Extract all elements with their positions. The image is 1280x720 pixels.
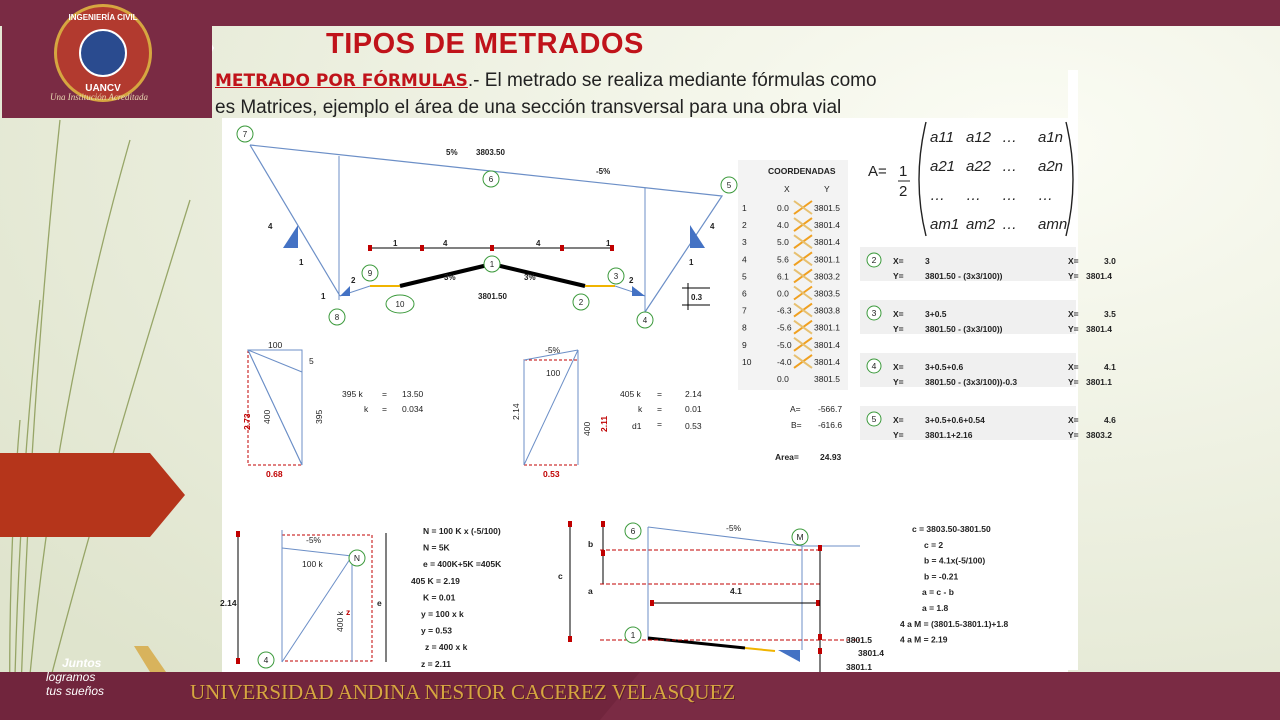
detail-right-line: 4 a M = (3801.5-3801.1)+1.8 <box>900 618 1009 629</box>
cross-section <box>237 126 737 328</box>
pavement-right <box>492 264 585 286</box>
point-x-expr: 3+0.5+0.6+0.54 <box>925 415 985 425</box>
coord-row-y: 3801.4 <box>814 220 840 231</box>
detail-left-line: z = 2.11 <box>421 658 452 669</box>
matrix-cell: … <box>966 187 981 204</box>
detail-left-node-n: N <box>353 553 361 563</box>
terrain-line <box>250 145 722 312</box>
slope-triangle-left <box>283 225 298 248</box>
section-left-slope <box>250 145 340 296</box>
tri-left-eq2-r: 0.034 <box>402 404 424 414</box>
detail-left-z: z <box>346 607 351 617</box>
seg-1a-label: 1 <box>393 239 398 248</box>
point-y-label-right: Y= <box>1068 324 1079 334</box>
tri-mid-eq2-l: k <box>638 404 643 414</box>
point-y-val: 3801.4 <box>1086 324 1112 334</box>
tri-mid-eq1-op: = <box>657 389 662 399</box>
coords-area-label: Area= <box>775 452 799 462</box>
tri-left-eq2-l: k <box>364 404 369 414</box>
detail-left-top: 100 k <box>302 559 323 569</box>
pct-left-label: 3% <box>444 273 456 282</box>
detail-left-line: N = 5K <box>423 542 450 553</box>
pct-right-label: 3% <box>524 273 536 282</box>
node-5: 5 <box>726 181 732 190</box>
coords-b-label: B= <box>791 420 802 430</box>
matrix-cell: … <box>930 187 945 204</box>
point-y-val: 3801.1 <box>1086 377 1112 387</box>
matrix-cell: … <box>1002 129 1017 146</box>
detail-right-a: a <box>588 586 593 596</box>
tri-mid-eq2-op: = <box>657 404 662 414</box>
point-x-val: 3.0 <box>1104 256 1116 266</box>
triangle-mid <box>511 345 702 479</box>
coord-row-n: 3 <box>742 237 747 248</box>
point-x-val: 4.1 <box>1104 362 1116 372</box>
tri-left-bottom: 0.68 <box>266 469 283 479</box>
coord-row-x: 0.0 <box>777 374 789 384</box>
left-one-label: 1 <box>299 258 304 267</box>
matrix-cell: … <box>1002 216 1017 233</box>
point-x-label: X= <box>893 256 904 266</box>
tri-mid-bottom: 0.53 <box>543 469 560 479</box>
point-y-label: Y= <box>893 271 904 281</box>
tri-mid-slope: -5% <box>545 345 561 355</box>
coords-a-label: A= <box>790 404 801 414</box>
point-x-label-right: X= <box>1068 415 1079 425</box>
point-x-expr: 3+0.5+0.6 <box>925 362 964 372</box>
right-two-label: 2 <box>629 276 634 285</box>
point-y-label: Y= <box>893 324 904 334</box>
university-name: UNIVERSIDAD ANDINA NESTOR CACEREZ VELASQUEZ <box>190 680 736 704</box>
detail-right-line: c = 2 <box>924 539 944 550</box>
coord-row-n: 8 <box>742 322 747 333</box>
coord-row-x: 0.0 <box>777 288 789 299</box>
point-id: 3 <box>871 308 877 318</box>
seg-4b-label: 4 <box>536 239 541 248</box>
tri-mid-eq1-r: 2.14 <box>685 389 702 399</box>
node-10: 10 <box>395 300 405 309</box>
coord-row-y: 3801.1 <box>814 254 840 265</box>
matrix-lhs: A= <box>868 163 887 180</box>
point-y-val: 3801.4 <box>1086 271 1112 281</box>
point-y-val: 3803.2 <box>1086 430 1112 440</box>
coord-row-x: -5.0 <box>777 339 792 350</box>
coord-row-n: 10 <box>742 356 752 367</box>
tri-mid-eq3-r: 0.53 <box>685 421 702 431</box>
tri-mid-eq3-op: = <box>657 419 662 429</box>
coord-row-n: 7 <box>742 305 747 316</box>
tri-mid-eq3-l: d1 <box>632 421 642 431</box>
tri-mid-top: 100 <box>546 368 561 378</box>
detail-right-node-6: 6 <box>630 526 636 536</box>
point-y-label-right: Y= <box>1068 430 1079 440</box>
point-x-label: X= <box>893 415 904 425</box>
coord-row-y: 3801.5 <box>814 374 840 384</box>
coords-area-value: 24.93 <box>820 452 842 462</box>
point-y-label-right: Y= <box>1068 377 1079 387</box>
detail-right-c: c <box>558 571 563 581</box>
logo-top-text: INGENIERÍA CIVIL <box>68 13 138 22</box>
point-x-label-right: X= <box>1068 362 1079 372</box>
left-side-label: 4 <box>268 222 273 231</box>
matrix-num: 1 <box>899 163 908 180</box>
tri-left-side: 5 <box>309 356 314 366</box>
matrix-cell: a12 <box>966 129 992 146</box>
matrix-cell: a22 <box>966 158 992 175</box>
elev-top-label: 3803.50 <box>476 148 505 157</box>
matrix-cells <box>930 129 1067 233</box>
matrix-den: 2 <box>899 183 908 200</box>
coords-title: COORDENADAS <box>768 166 836 176</box>
coord-row-x: 5.0 <box>777 237 789 248</box>
point-id: 5 <box>871 414 877 424</box>
node-4: 4 <box>642 316 648 325</box>
detail-left-e: e <box>377 598 382 608</box>
tri-left-h400: 400 <box>262 409 272 424</box>
coord-row-x: 6.1 <box>777 271 789 282</box>
tri-left-eq1-r: 13.50 <box>402 389 424 399</box>
coord-row-x: 5.6 <box>777 254 789 265</box>
slope-triangle-right <box>690 225 705 248</box>
slogan-line3: tus sueños <box>46 684 105 698</box>
detail-left-line: 405 K = 2.19 <box>411 575 460 586</box>
coord-row-y: 3801.4 <box>814 339 840 350</box>
tri-left-red-h: 2.73 <box>242 413 252 430</box>
detail-left-line: N = 100 K x (-5/100) <box>423 526 501 536</box>
coord-row-n: 9 <box>742 339 747 350</box>
slogan-line1: Juntos <box>62 656 102 670</box>
detail-right-e3: 3801.1 <box>846 662 872 672</box>
detail-right-line: a = 1.8 <box>922 603 949 613</box>
logo-bottom-text: UANCV <box>85 83 121 94</box>
point-y-label: Y= <box>893 377 904 387</box>
detail-left-lines <box>411 526 502 669</box>
coord-row-n: 4 <box>742 254 747 265</box>
subtitle-line2: es Matrices, ejemplo el área de una sección transversal para una obra vial <box>215 97 842 118</box>
coord-row-x: -6.3 <box>777 305 792 316</box>
detail-right-slope: -5% <box>726 523 742 533</box>
matrix-cell: am1 <box>930 216 960 233</box>
coord-row-x: -4.0 <box>777 356 792 367</box>
coords-b-value: -616.6 <box>818 420 843 430</box>
point-x-expr: 3+0.5 <box>925 309 947 319</box>
detail-right-dist: 4.1 <box>730 586 742 596</box>
detail-left-side: 400 k <box>335 611 345 632</box>
node-2: 2 <box>578 298 584 307</box>
detail-left-line: z = 400 x k <box>425 642 468 653</box>
tri-left-h395: 395 <box>314 409 324 424</box>
detail-left-height: 2.14 <box>220 598 237 608</box>
point-x-label: X= <box>893 309 904 319</box>
coord-row-x: 0.0 <box>777 203 789 213</box>
left-one-b-label: 1 <box>321 292 326 301</box>
detail-right-b: b <box>588 539 594 549</box>
right-side-label: 4 <box>710 222 715 231</box>
coord-row-y: 3801.4 <box>814 356 840 367</box>
node-8: 8 <box>334 313 340 322</box>
point-id: 2 <box>871 255 877 265</box>
coords-col-y: Y <box>824 184 830 194</box>
point-y-label: Y= <box>893 430 904 440</box>
tri-mid-red-h: 2.11 <box>599 415 609 432</box>
point-x-label-right: X= <box>1068 309 1079 319</box>
subtitle-bold: METRADO POR FÓRMULAS <box>215 71 468 91</box>
matrix-formula <box>862 122 1073 236</box>
matrix-cell: a21 <box>930 158 956 175</box>
point-y-label-right: Y= <box>1068 271 1079 281</box>
coord-row-y: 3801.5 <box>814 203 840 213</box>
coord-row-x: 4.0 <box>777 220 789 231</box>
point-x-label: X= <box>893 362 904 372</box>
node-9: 9 <box>367 269 373 278</box>
triangle-left <box>242 340 424 479</box>
node-1: 1 <box>489 260 495 269</box>
tri-left-eq1-op: = <box>382 389 387 399</box>
logo-tagline: Una Institución Acreditada <box>50 92 148 102</box>
coord-row-y: 3803.2 <box>814 271 840 282</box>
elev-bottom-label: 3801.50 <box>478 292 507 301</box>
detail-right-node-1: 1 <box>630 630 636 640</box>
detail-left-line: y = 100 x k <box>421 609 464 619</box>
slope-right-label: -5% <box>596 167 611 176</box>
coord-row-n: 6 <box>742 288 747 299</box>
detail-right-line: b = 4.1x(-5/100) <box>924 555 986 566</box>
detail-left <box>220 526 502 679</box>
detail-left-slope: -5% <box>306 535 322 545</box>
tri-mid-left-h: 2.14 <box>511 403 521 420</box>
point-x-val: 3.5 <box>1104 309 1116 319</box>
slope-left-label: 5% <box>446 148 458 157</box>
point-y-expr: 3801.50 - (3x3/100)) <box>925 271 1003 281</box>
coords-a-value: -566.7 <box>818 404 843 414</box>
detail-right-e1: 3801.5 <box>846 635 872 645</box>
matrix-cell: a11 <box>930 129 954 146</box>
tri-left-eq2-op: = <box>382 404 387 414</box>
matrix-cell: am2 <box>966 216 996 233</box>
tri-mid-h400: 400 <box>582 421 592 436</box>
slogan <box>0 648 160 708</box>
coord-row-n: 2 <box>742 220 747 231</box>
node-6: 6 <box>488 175 494 184</box>
detail-right-line: b = -0.21 <box>924 571 959 582</box>
point-x-label-right: X= <box>1068 256 1079 266</box>
matrix-cell: amn <box>1038 216 1068 233</box>
coord-row-n: 1 <box>742 203 747 213</box>
tri-left-eq1-l: 395 k <box>342 389 363 399</box>
node-7: 7 <box>242 130 248 139</box>
coords-col-x: X <box>784 184 790 194</box>
matrix-cell: … <box>1038 187 1053 204</box>
matrix-cell: a2n <box>1038 158 1064 175</box>
left-two-label: 2 <box>351 276 356 285</box>
detail-right-line: 4 a M = 2.19 <box>900 634 948 645</box>
matrix-cell: … <box>1002 187 1017 204</box>
detail-right-line: a = c - b <box>922 587 954 598</box>
slide-title: TIPOS DE METRADOS <box>326 28 644 60</box>
matrix-cell: a1n <box>1038 129 1064 146</box>
detail-left-line: y = 0.53 <box>421 625 452 636</box>
point-id: 4 <box>871 361 877 371</box>
point-y-expr: 3801.50 - (3x3/100)) <box>925 324 1003 334</box>
detail-right-line: c = 3803.50-3801.50 <box>912 524 991 534</box>
detail-left-line: K = 0.01 <box>423 592 456 603</box>
right-dim-label: 0.3 <box>691 293 703 302</box>
detail-right-node-m: M <box>796 532 804 542</box>
detail-right-lines <box>900 524 1008 645</box>
detail-left-node-4: 4 <box>263 655 269 665</box>
point-x-expr: 3 <box>925 256 930 266</box>
tri-mid-eq1-l: 405 k <box>620 389 641 399</box>
point-x-val: 4.6 <box>1104 415 1116 425</box>
tri-mid-eq2-r: 0.01 <box>685 404 702 414</box>
coord-row-n: 5 <box>742 271 747 282</box>
subtitle-rest: .- El metrado se realiza mediante fórmulas como <box>467 70 877 91</box>
coord-row-y: 3803.8 <box>814 305 840 316</box>
detail-right-e2: 3801.4 <box>858 648 884 658</box>
coordinates-table <box>738 160 848 462</box>
detail-left-line: e = 400K+5K =405K <box>423 559 502 570</box>
point-y-expr: 3801.50 - (3x3/100))-0.3 <box>925 377 1018 387</box>
node-3: 3 <box>613 272 619 281</box>
seg-1b-label: 1 <box>606 239 611 248</box>
coord-row-y: 3801.4 <box>814 237 840 248</box>
tri-left-top: 100 <box>268 340 283 350</box>
right-one-label: 1 <box>689 258 694 267</box>
detail-right <box>558 521 1008 672</box>
seg-4a-label: 4 <box>443 239 448 248</box>
matrix-cell: … <box>1002 158 1017 175</box>
coord-row-y: 3801.1 <box>814 322 840 333</box>
ditch-right <box>632 286 645 296</box>
point-y-expr: 3801.1+2.16 <box>925 430 973 440</box>
ditch-left <box>340 286 350 296</box>
points-table <box>860 247 1116 440</box>
coord-row-x: -5.6 <box>777 322 792 333</box>
slogan-line2: logramos <box>46 670 96 684</box>
coord-row-y: 3803.5 <box>814 288 840 299</box>
